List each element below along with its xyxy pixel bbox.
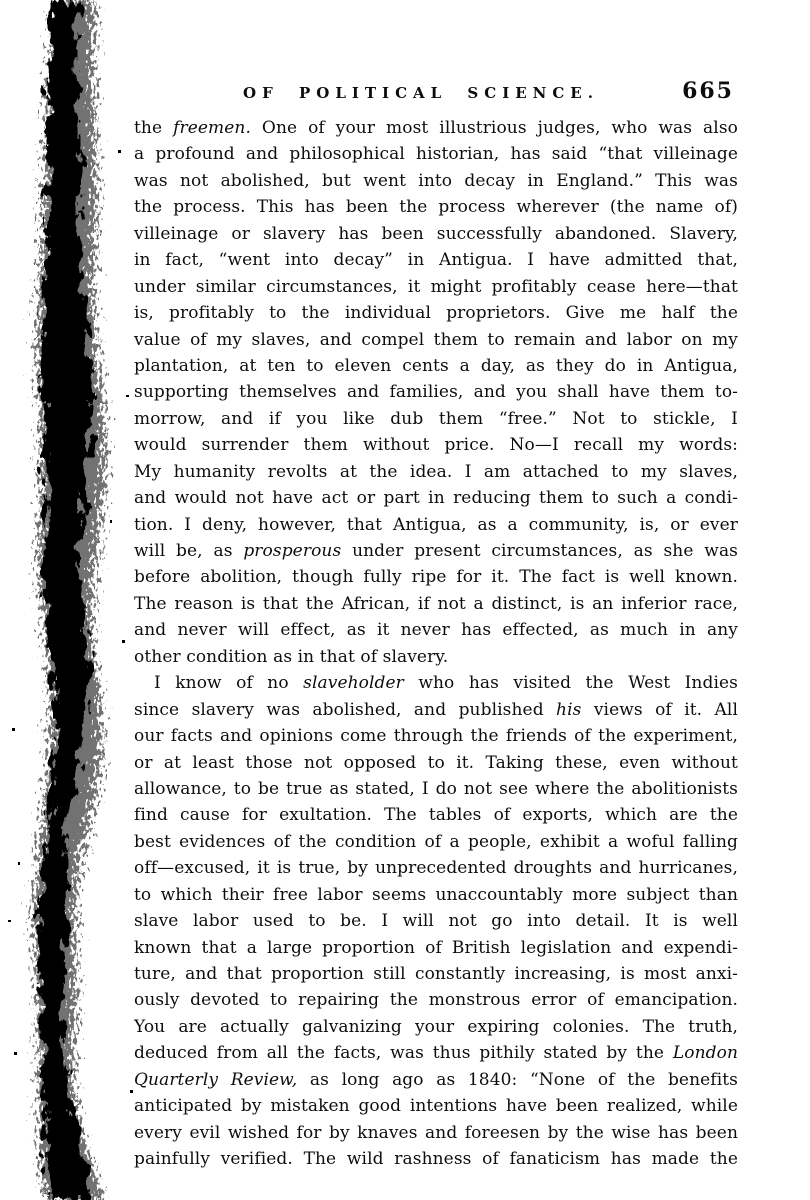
text-run: painfully verified. The wild rashness of fanaticism has made the xyxy=(134,1149,738,1170)
text-run: views of it. All xyxy=(581,699,738,720)
text-line xyxy=(134,382,738,408)
text-line xyxy=(134,1123,738,1149)
text-line xyxy=(134,753,738,779)
text-line xyxy=(134,938,738,964)
text-run: who has visited the West Indies xyxy=(403,673,738,694)
text-run: or at least those not opposed to it. Taking these, even without xyxy=(134,752,738,773)
text-line xyxy=(134,700,738,726)
text-line xyxy=(134,356,738,382)
text-run: our facts and opinions come through the friends of the experiment, xyxy=(134,726,738,747)
italic-text-run: his xyxy=(556,699,582,720)
text-run: deduced from all the facts, was thus pithily stated by the xyxy=(134,1043,673,1064)
text-line xyxy=(134,1070,738,1096)
text-line xyxy=(134,277,738,303)
text-run: slave labor used to be. I will not go into detail. It is well xyxy=(134,911,738,932)
text-run: allowance, to be true as stated, I do not see where the abolitionists xyxy=(134,778,738,799)
text-run: as long ago as 1840: “None of the benefits xyxy=(297,1069,738,1090)
text-line xyxy=(134,779,738,805)
text-line xyxy=(134,118,738,144)
text-run: will be, as xyxy=(134,541,244,561)
text-run: villeinage or slavery has been successfully abandoned. Slavery, xyxy=(134,223,738,244)
text-line xyxy=(134,990,738,1016)
text-run: would surrender them without price. No—I recall my words: xyxy=(134,435,738,456)
text-run: anticipated by mistaken good intentions have been realized, while xyxy=(134,1096,738,1117)
text-run: plantation, at ten to eleven cents a day, as they do in Antigua, xyxy=(134,355,738,376)
text-line xyxy=(134,832,738,858)
italic-text-run: slaveholder xyxy=(303,673,404,694)
text-line xyxy=(134,1096,738,1122)
text-run: and never will effect, as it never has effected, as much in any xyxy=(134,620,738,641)
text-line xyxy=(134,1017,738,1043)
text-run: One of your most illustrious judges, who was also xyxy=(250,118,738,138)
text-line xyxy=(134,620,738,646)
text-run: in fact, “went into decay” in Antigua. I have admitted that, xyxy=(134,250,738,271)
text-run: is, profitably to the individual proprietors. Give me half the xyxy=(134,303,738,324)
text-line xyxy=(134,858,738,884)
text-line xyxy=(134,647,738,673)
text-run: before abolition, though fully ripe for it. The fact is well known. xyxy=(134,567,738,588)
text-run: My humanity revolts at the idea. I am attached to my slaves, xyxy=(134,461,738,482)
text-line xyxy=(134,171,738,197)
text-run: morrow, and if you like dub them “free.” Not to stickle, I xyxy=(134,408,738,429)
text-run: a profound and philosophical historian, has said “that villeinage xyxy=(134,144,738,165)
text-line xyxy=(134,250,738,276)
text-run: The reason is that the African, if not a distinct, is an inferior race, xyxy=(134,593,738,614)
text-run: the xyxy=(134,118,174,138)
text-line xyxy=(134,1149,738,1175)
text-line xyxy=(134,911,738,937)
italic-text-run: London xyxy=(672,1043,738,1064)
text-line xyxy=(134,515,738,541)
text-run: ture, and that proportion still constantly increasing, is most anxi- xyxy=(134,964,738,984)
text-line xyxy=(134,409,738,435)
text-run: under present circumstances, as she was xyxy=(341,541,738,561)
text-line xyxy=(134,673,738,699)
text-run: I know of no xyxy=(154,673,304,694)
text-run: the process. This has been the process wherever (the name of) xyxy=(134,197,738,218)
italic-text-run: Quarterly Review, xyxy=(134,1069,298,1090)
text-run: You are actually galvanizing your expiring colonies. The truth, xyxy=(134,1016,738,1037)
text-run: other condition as in that of slavery. xyxy=(134,646,449,667)
text-run: to which their free labor seems unaccountably more subject than xyxy=(134,884,738,905)
text-block xyxy=(134,118,738,1176)
text-line xyxy=(134,964,738,990)
italic-text-run: freemen. xyxy=(173,118,251,138)
text-run: value of my slaves, and compel them to remain and labor on my xyxy=(134,329,738,350)
text-line xyxy=(134,805,738,831)
text-run: tion. I deny, however, that Antigua, as a community, is, or ever xyxy=(134,514,738,535)
text-line xyxy=(134,303,738,329)
text-run: best evidences of the condition of a people, exhibit a woful falling xyxy=(134,831,738,852)
text-line xyxy=(134,330,738,356)
text-line xyxy=(134,567,738,593)
text-run: find cause for exultation. The tables of exports, which are the xyxy=(134,805,738,826)
text-line xyxy=(134,1043,738,1069)
page-title: OF POLITICAL SCIENCE. xyxy=(243,84,599,102)
running-header xyxy=(134,80,738,110)
italic-text-run: prosperous xyxy=(243,541,342,561)
text-line xyxy=(134,594,738,620)
text-run: off—excused, it is true, by unprecedented droughts and hurricanes, xyxy=(134,858,738,879)
text-run: known that a large proportion of British legislation and expendi- xyxy=(134,937,738,958)
text-run: under similar circumstances, it might profitably cease here—that xyxy=(134,276,738,297)
text-line xyxy=(134,726,738,752)
text-run: was not abolished, but went into decay in England.” This was xyxy=(134,170,738,191)
text-run: and would not have act or part in reducing them to such a condi- xyxy=(134,488,738,509)
text-run: ously devoted to repairing the monstrous error of emancipation. xyxy=(134,990,738,1011)
text-line xyxy=(134,488,738,514)
text-run: since slavery was abolished, and published xyxy=(134,699,557,720)
text-line xyxy=(134,435,738,461)
text-line xyxy=(134,885,738,911)
text-run: supporting themselves and families, and you shall have them to- xyxy=(134,382,738,403)
text-line xyxy=(134,224,738,250)
text-line xyxy=(134,197,738,223)
text-line xyxy=(134,541,738,567)
text-line xyxy=(134,144,738,170)
text-line xyxy=(134,462,738,488)
page-number: 665 xyxy=(682,78,734,104)
text-run: every evil wished for by knaves and foreesen by the wise has been xyxy=(134,1122,738,1143)
